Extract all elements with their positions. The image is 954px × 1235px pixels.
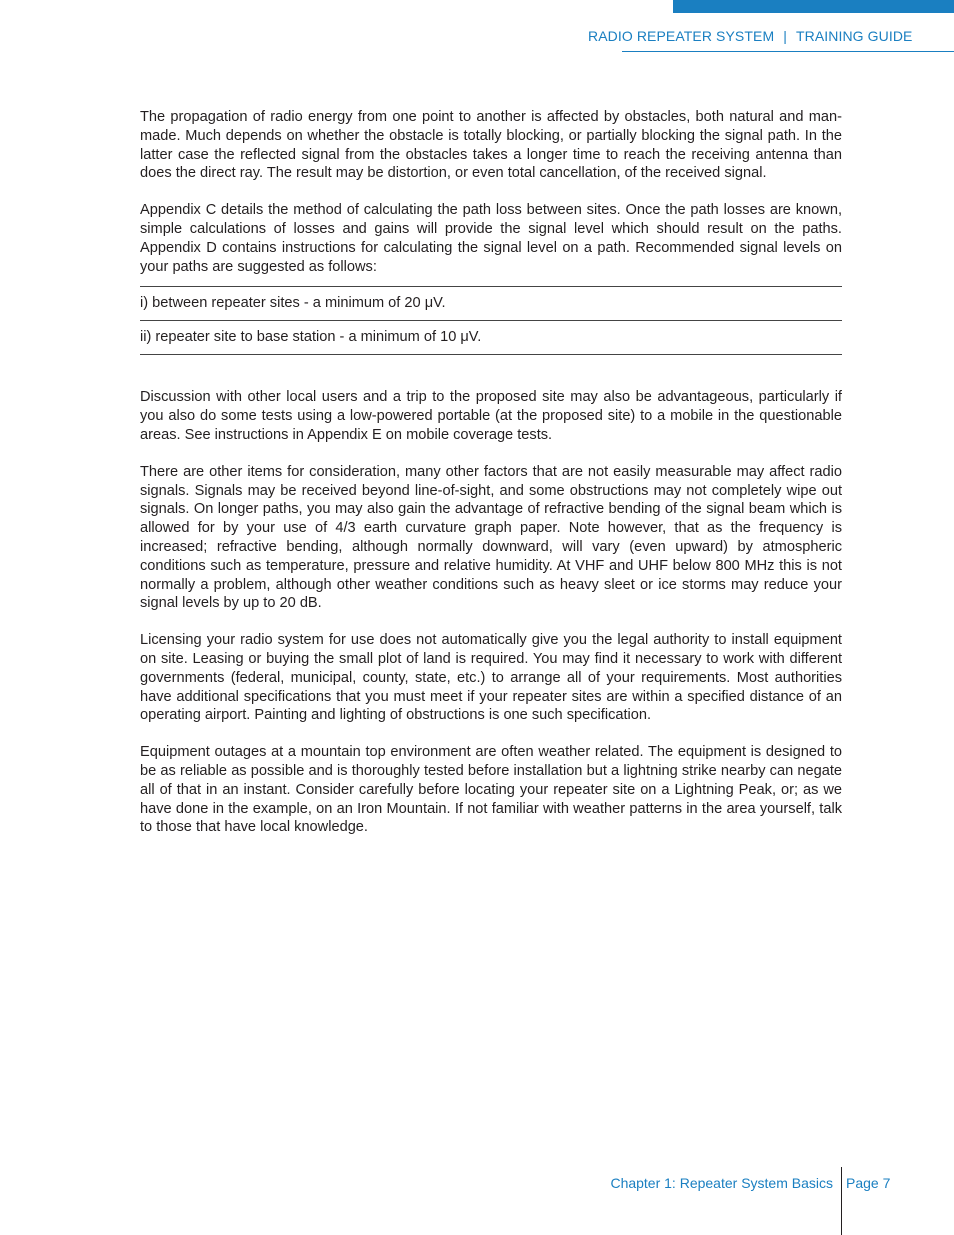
page-body — [140, 108, 842, 837]
footer-divider — [841, 1167, 842, 1235]
paragraph-equipment-outages: Equipment outages at a mountain top environment are often weather related. The equipment is designed to be as reliable as possible and is thoroughly tested before installation but a lightning strike nearby can negate all of that in an instant. Consider carefully before locating your repeater site on a Lightning Peak, or; as we have done in the example, on an Iron Mountain. If not familiar with weather patterns in the area yourself, talk to those that have local knowledge. — [140, 744, 842, 836]
header-title: RADIO REPEATER SYSTEM — [588, 28, 775, 44]
paragraph-path-loss: Appendix C details the method of calculating the path loss between sites. Once the path losses are known, simple calculations of losses and gains will provide the signal level which should result on the paths. Appendix D contains instructions for calculating the signal level on a path. Recommended signal levels on your paths are suggested as follows: — [140, 202, 842, 275]
header-rule — [622, 51, 954, 52]
footer-chapter-title: Chapter 1: Repeater System Basics — [610, 1175, 833, 1191]
signal-levels-list — [140, 286, 842, 355]
header-subtitle: TRAINING GUIDE — [795, 28, 913, 44]
header-separator: | — [783, 28, 787, 44]
paragraph-propagation: The propagation of radio energy from one point to another is affected by obstacles, both natural and man-made. Much depends on whether the obstacle is totally blocking, or partially blocking the signal path. In the latter case the reflected signal from the obstacles takes a longer time to reach the receiving antenna than does the direct ray. The result may be distortion, or even total cancellation, of the received signal. — [140, 109, 842, 182]
page-number: Page 7 — [846, 1175, 891, 1191]
list-item: ii) repeater site to base station - a minimum of 10 μV. — [140, 321, 842, 355]
paragraph-licensing: Licensing your radio system for use does not automatically give you the legal authority to install equipment on site. Leasing or buying the small plot of land is required. You may find it necessary to work with different governments (federal, municipal, county, state, etc.) to arrange all of your requirements. Most authorities have additional specifications that you must meet if your repeater sites are within a specified distance of an operating airport. Painting and lighting of obstructions is one such specification. — [140, 632, 842, 724]
paragraph-discussion: Discussion with other local users and a trip to the proposed site may also be advantageous, particularly if you also do some tests using a low-powered portable (at the proposed site) to a mobile in the questionable areas. See instructions in Appendix E on mobile coverage tests. — [140, 389, 842, 443]
paragraph-other-items: There are other items for consideration, many other factors that are not easily measurable may affect radio signals. Signals may be received beyond line-of-sight, and some obstructions may not completely wipe out signals. On longer paths, you may also gain the advantage of refractive bending of the signal beam which is allowed for by your use of 4/3 earth curvature graph paper. Note however, that as the frequency is increased; refractive bending, although normally downward, will vary (even upward) by atmospheric conditions such as temperature, pressure and relative humidity. At VHF and UHF below 800 MHz this is not normally a problem, although other weather conditions such as heavy sleet or ice storms may reduce your signal levels by up to 20 dB. — [140, 463, 842, 612]
list-item: i) between repeater sites - a minimum of 20 μV. — [140, 287, 842, 321]
header-accent-bar — [673, 0, 954, 13]
running-header — [588, 28, 913, 44]
